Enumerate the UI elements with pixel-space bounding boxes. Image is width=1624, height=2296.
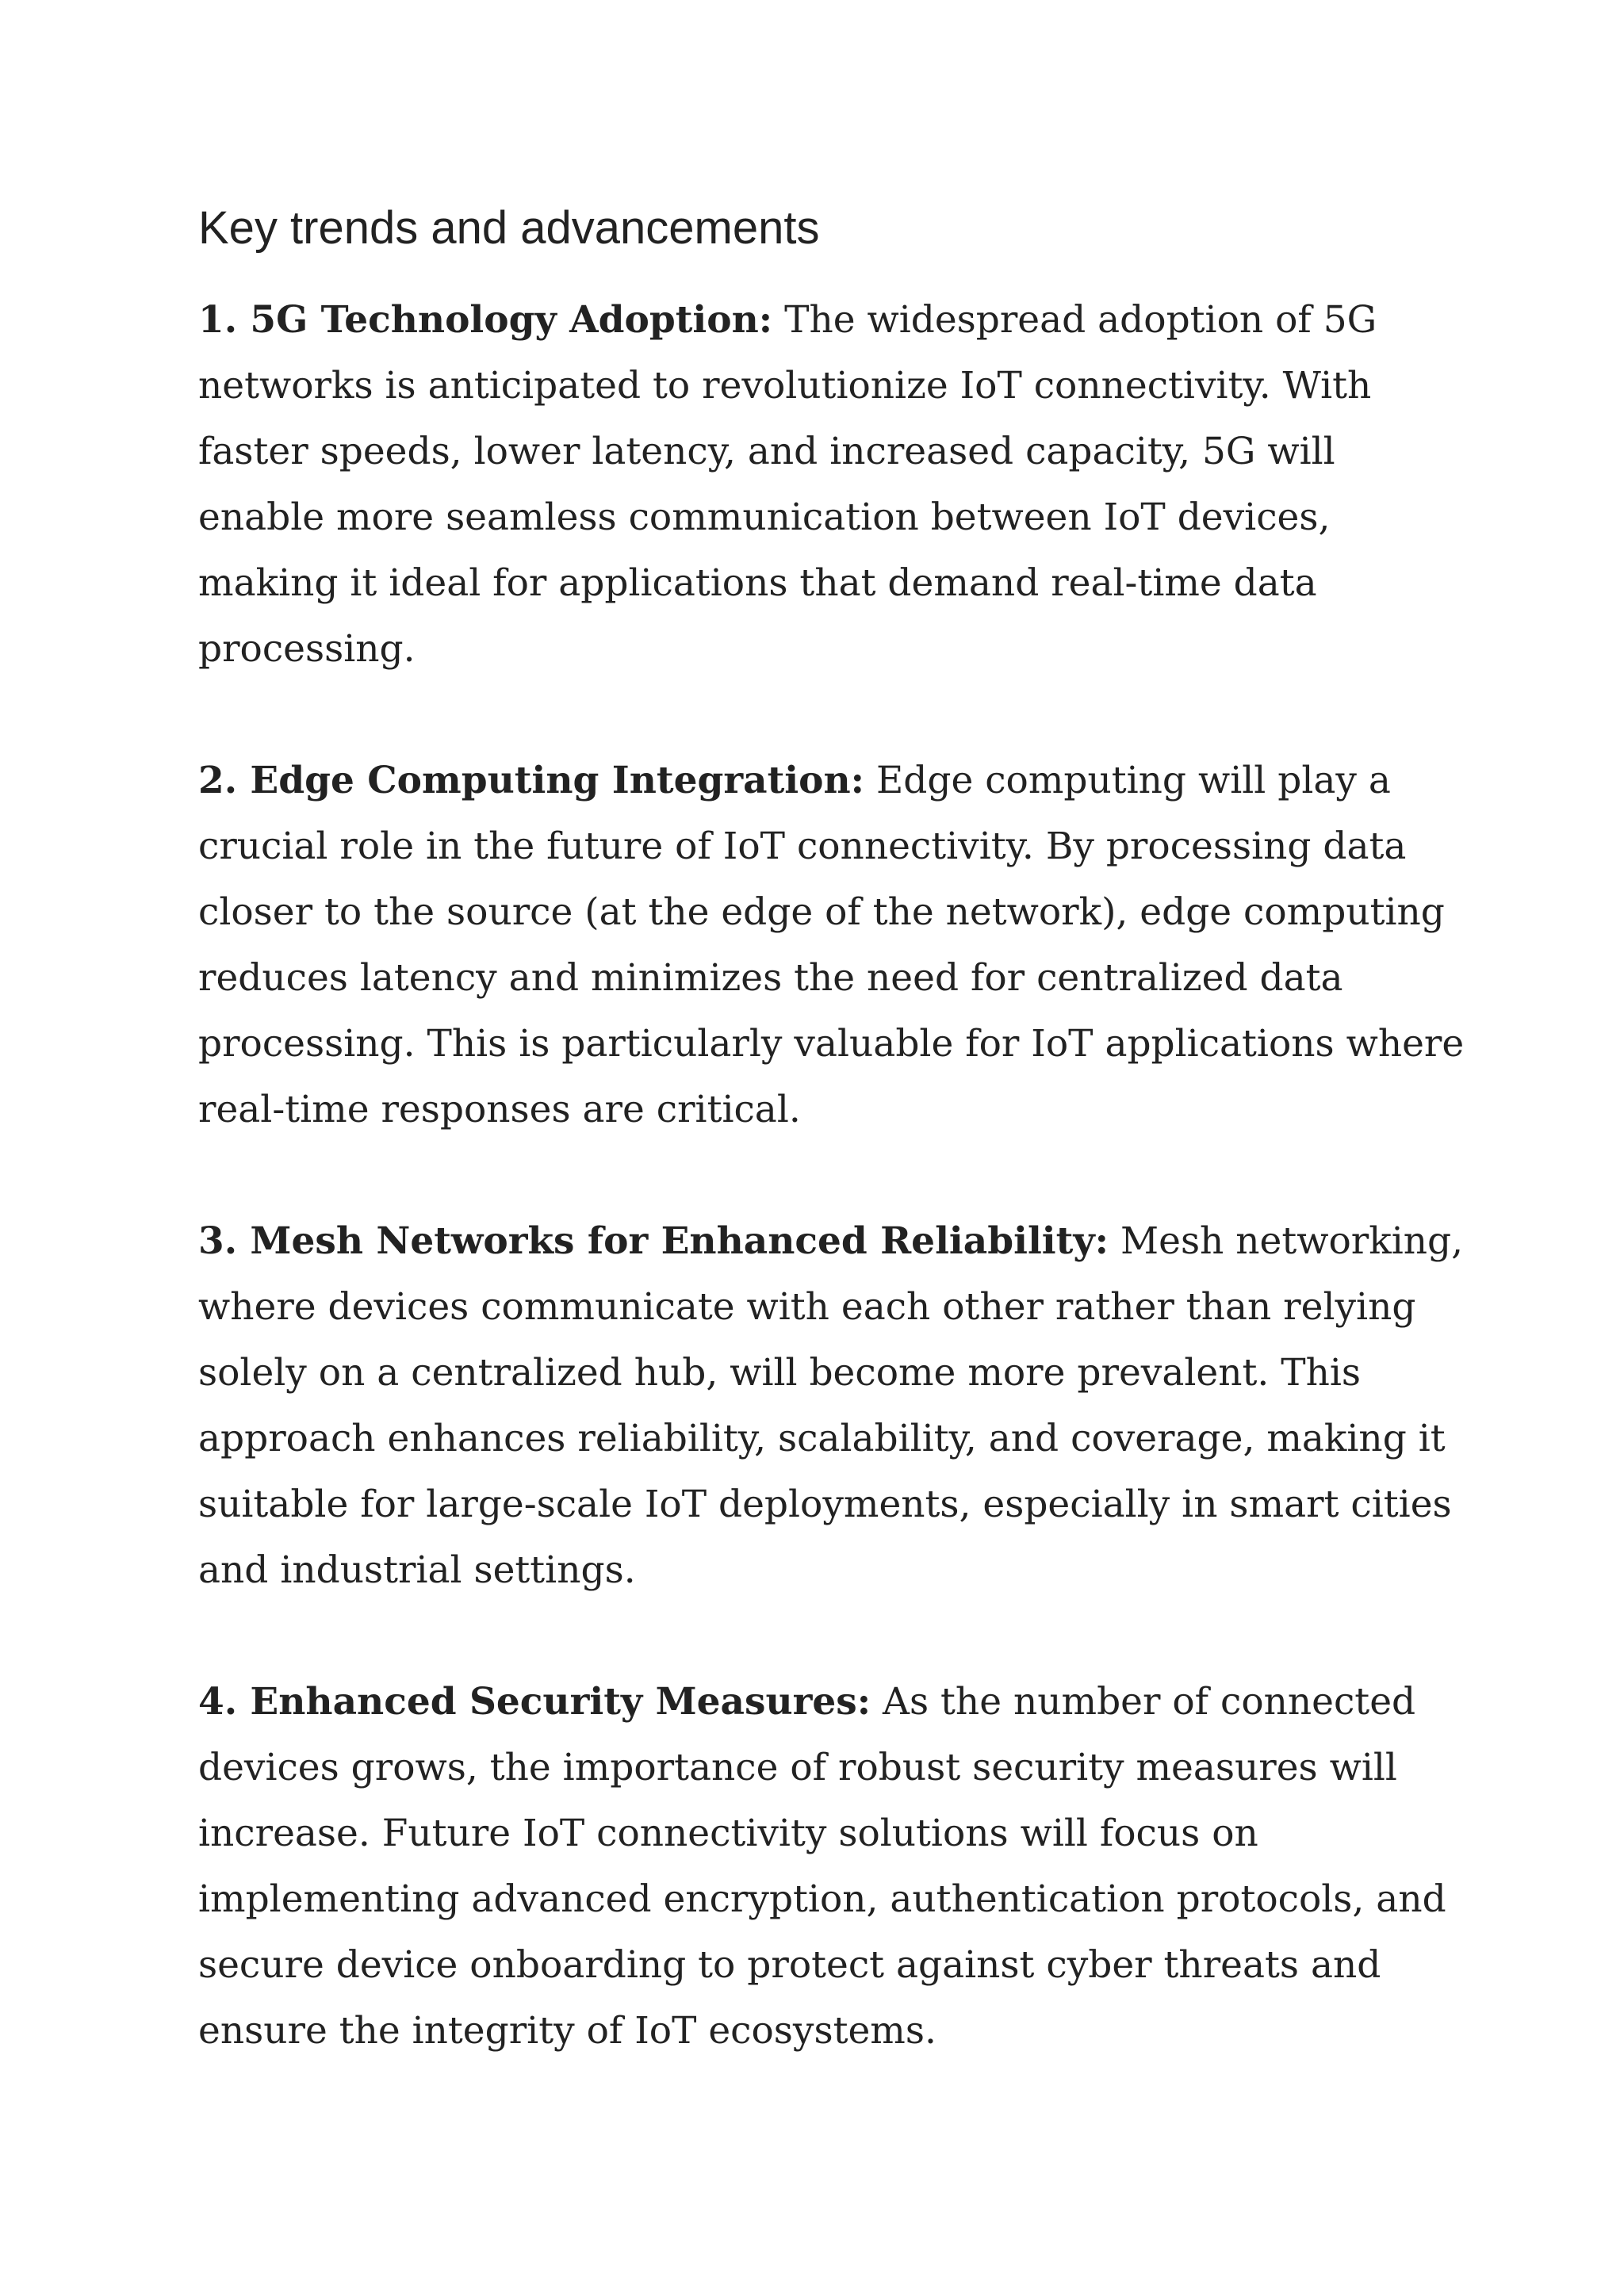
trend-text: Mesh networking, where devices communicate with each other rather than relying solely on a centralized hub, will become more prevalent. This approach enhances reliability, scalability, and coverage, making it suitable for large-scale IoT deployments, especially in smart cities and industrial settings. bbox=[198, 1219, 1464, 1592]
trend-title: 3. Mesh Networks for Enhanced Reliability: bbox=[198, 1219, 1109, 1263]
trend-title: 2. Edge Computing Integration: bbox=[198, 758, 865, 802]
trend-item-5g bbox=[198, 287, 1467, 682]
trend-title: 4. Enhanced Security Measures: bbox=[198, 1679, 871, 1724]
trend-item-edge-computing bbox=[198, 748, 1467, 1142]
section-heading: Key trends and advancements bbox=[198, 202, 820, 254]
trend-text: As the number of connected devices grows, the importance of robust security measures will increase. Future IoT connectivity solutions will focus on implementing advanced encryption, authentication protocols, and secure device onboarding to protect against cyber threats and ensure the integrity of IoT ecosystems. bbox=[198, 1679, 1446, 2053]
trend-text: Edge computing will play a crucial role in the future of IoT connectivity. By processing data closer to the source (at the edge of the network), edge computing reduces latency and minimizes the need for centralized data processing. This is particularly valuable for IoT applications where real-time responses are critical. bbox=[198, 758, 1465, 1131]
trend-title: 1. 5G Technology Adoption: bbox=[198, 297, 773, 342]
trend-item-security bbox=[198, 1669, 1467, 2064]
trend-text: The widespread adoption of 5G networks is anticipated to revolutionize IoT connectivity. With faster speeds, lower latency, and increased capacity, 5G will enable more seamless communication between IoT devices, making it ideal for applications that demand real-time data processing. bbox=[198, 297, 1377, 671]
trend-item-mesh-networks bbox=[198, 1208, 1467, 1603]
document-page bbox=[198, 202, 1467, 2064]
